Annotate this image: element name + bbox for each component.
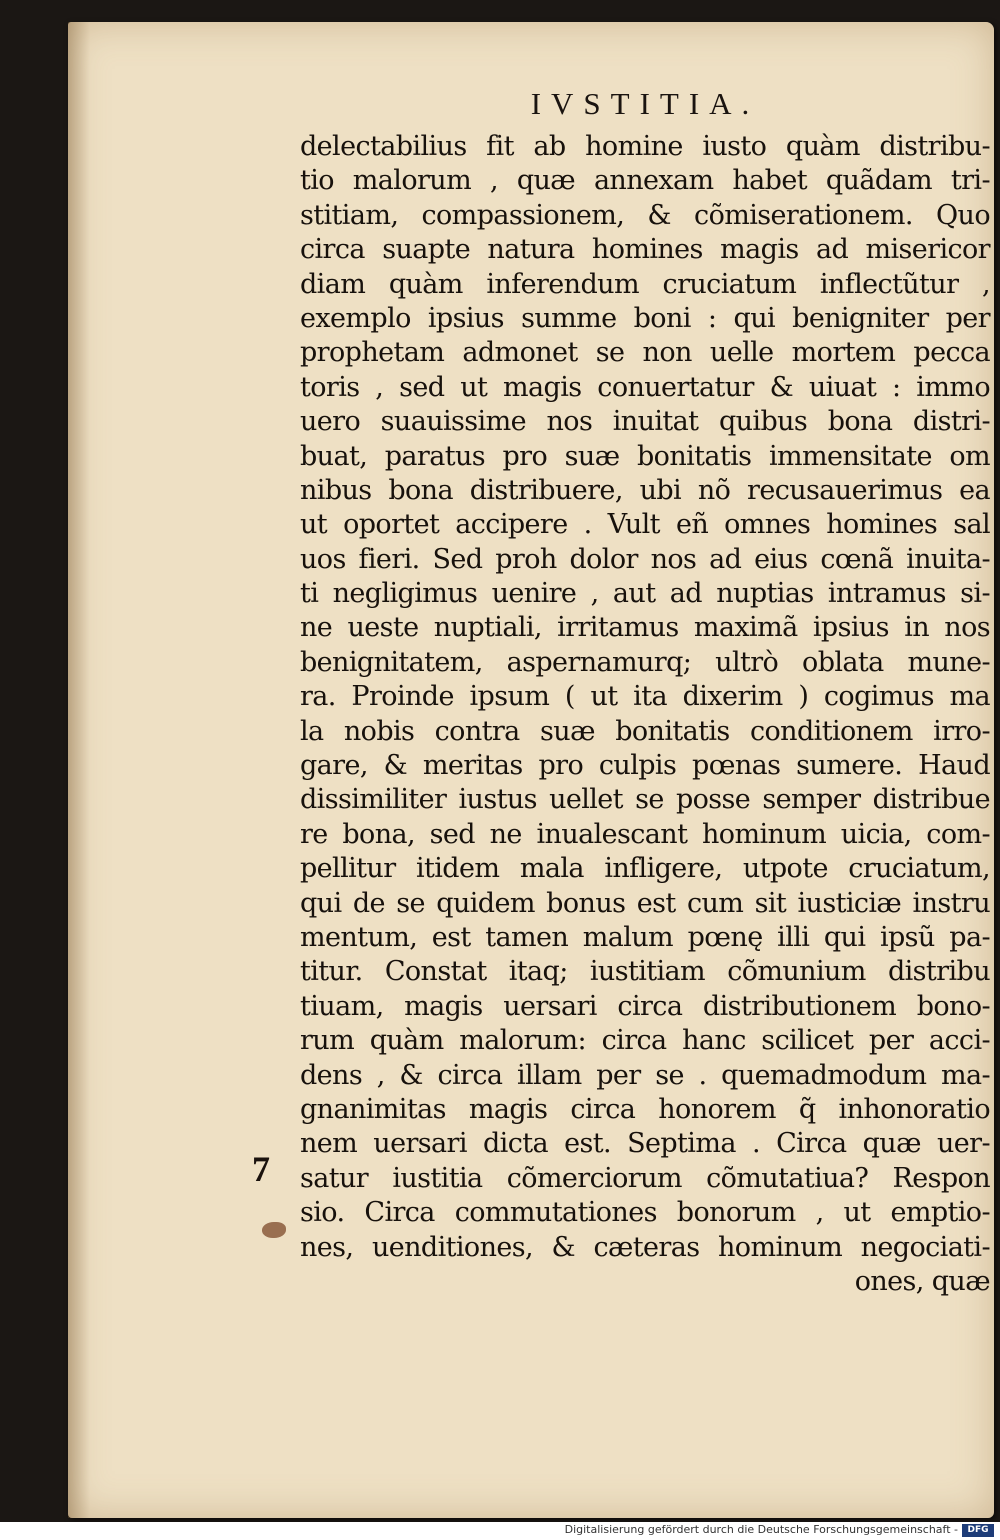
text-line: satur iustitia cõmerciorum cõmutatiua? Respon [300,1162,990,1194]
text-line: toris , sed ut magis conuertatur & uiuat : immo [300,371,990,403]
text-line: gare, & meritas pro culpis pœnas sumere. Haud [300,750,990,782]
text-line: ones, quæ [854,1265,990,1297]
text-line: benignitatem, aspernamurq; ultrò oblata mune- [300,646,990,678]
text-line: circa suapte natura homines magis ad misericor [300,234,990,266]
text-line: mentum, est tamen malum pœnę illi qui ipsũ pa- [300,921,990,953]
text-line: nibus bona distribuere, ubi nõ recusauerimus ea [300,474,990,506]
text-line: dissimiliter iustus uellet se posse semper distribue [300,784,990,816]
text-line: re bona, sed ne inualescant hominum uicia, com- [300,818,990,850]
footer-credit: Digitalisierung gefördert durch die Deutsche Forschungsgemeinschaft - [564,1523,958,1536]
text-line: delectabilius fit ab homine iusto quàm distribu- [300,131,990,162]
text-line: ra. Proinde ipsum ( ut ita dixerim ) cogimus ma [300,681,990,713]
text-line: ut oportet accipere . Vult eñ omnes homines sal [300,509,990,541]
running-head: IVSTITIA. [530,86,760,121]
text-line: rum quàm malorum: circa hanc scilicet per acci- [300,1025,990,1057]
ink-stain-mark [262,1222,286,1238]
text-line: stitiam, compassionem, & cõmiserationem. Quo [300,199,990,231]
text-line: la nobis contra suæ bonitatis conditionem irro- [300,715,990,747]
text-line: sio. Circa commutationes bonorum , ut emptio- [300,1197,990,1229]
text-line: nem uersari dicta est. Septima . Circa quæ uer- [300,1128,990,1160]
text-line: buat, paratus pro suæ bonitatis immensitate om [300,440,990,472]
dfg-logo: DFG [962,1524,994,1537]
text-line: tio malorum , quæ annexam habet quãdam tri- [300,165,990,197]
margin-number: 7 [252,1149,270,1189]
text-line: pellitur itidem mala infligere, utpote cruciatum, [300,853,990,885]
text-line: uero suauissime nos inuitat quibus bona distri- [300,406,990,438]
text-line: titur. Constat itaq; iustitiam cõmunium distribu [300,956,990,988]
text-line: dens , & circa illam per se . quemadmodum ma- [300,1059,990,1091]
text-line: ti negligimus uenire , aut ad nuptias intramus si- [300,578,990,610]
text-line: diam quàm inferendum cruciatum inflectũtur , [300,268,990,300]
text-line: exemplo ipsius summe boni : qui benigniter per [300,302,990,334]
text-line: uos fieri. Sed proh dolor nos ad eius cœnã inuita- [300,543,990,575]
text-line: prophetam admonet se non uelle mortem pecca [300,337,990,369]
text-line: gnanimitas magis circa honorem q̃ inhonoratio [300,1093,990,1125]
text-block [300,130,990,1299]
text-line: tiuam, magis uersari circa distributionem bono- [300,990,990,1022]
text-line: nes, uenditiones, & cæteras hominum negociati- [300,1231,990,1263]
text-line: qui de se quidem bonus est cum sit iusticiæ instru [300,887,990,919]
text-line: ne ueste nuptiali, irritamus maximã ipsius in nos [300,612,990,644]
